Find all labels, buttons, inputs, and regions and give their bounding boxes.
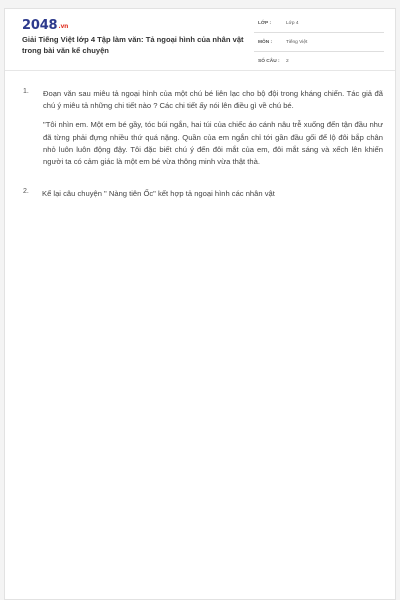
question-number: 2. bbox=[23, 188, 29, 196]
logo-suffix-text: .vn bbox=[58, 23, 69, 30]
question-number: 1. bbox=[23, 88, 29, 95]
meta-subject-row bbox=[254, 39, 384, 52]
meta-class-row bbox=[254, 20, 384, 33]
meta-subject-value: Tiếng Việt bbox=[286, 40, 308, 45]
document-meta bbox=[254, 20, 384, 77]
site-logo[interactable] bbox=[22, 18, 68, 33]
logo-main-text: 2048 bbox=[22, 18, 58, 33]
question-item bbox=[23, 188, 383, 200]
question-passage: "Tôi nhìn em. Một em bé gầy, tóc búi ngắn, hai túi của chiếc áo cánh nâu trễ xuống đến tận đầu như đã từng phải đựng nhiều thứ quá nặng. Quần của em ngắn chỉ tới gần đầu gối để lộ đôi bắp chân nhỏ luôn luôn động đậy. Tôi đặc biết chú ý đến đôi mắt của em, đôi mắt sáng và xếch lên khiến người ta có cảm giác là một em bé vừa thông minh vừa thật thà. bbox=[43, 120, 383, 167]
meta-count-value: 2 bbox=[286, 59, 289, 64]
meta-count-label: SỐ CÂU : bbox=[258, 59, 280, 64]
question-list bbox=[23, 88, 383, 200]
meta-class-label: LỚP : bbox=[258, 21, 272, 26]
meta-subject-label: MÔN : bbox=[258, 40, 273, 45]
document-page bbox=[4, 8, 396, 600]
question-text: Đoạn văn sau miêu tả ngoại hình của một chú bé liên lạc cho bộ đội trong kháng chiến. Tác giả đã chú ý miêu tả những chi tiết nào ? Các chi tiết ấy nói lên điều gì về chú bé. bbox=[43, 89, 383, 111]
header-divider bbox=[5, 70, 395, 71]
question-text: Kể lại câu chuyện " Nàng tiên Ốc" kết hợp tả ngoại hình các nhân vật bbox=[42, 189, 275, 199]
meta-class-value: Lớp 4 bbox=[286, 21, 299, 26]
question-item bbox=[23, 88, 383, 168]
document-title: Giải Tiếng Việt lớp 4 Tập làm văn: Tả ngoại hình của nhân vật trong bài văn kể chuyện bbox=[22, 35, 244, 55]
